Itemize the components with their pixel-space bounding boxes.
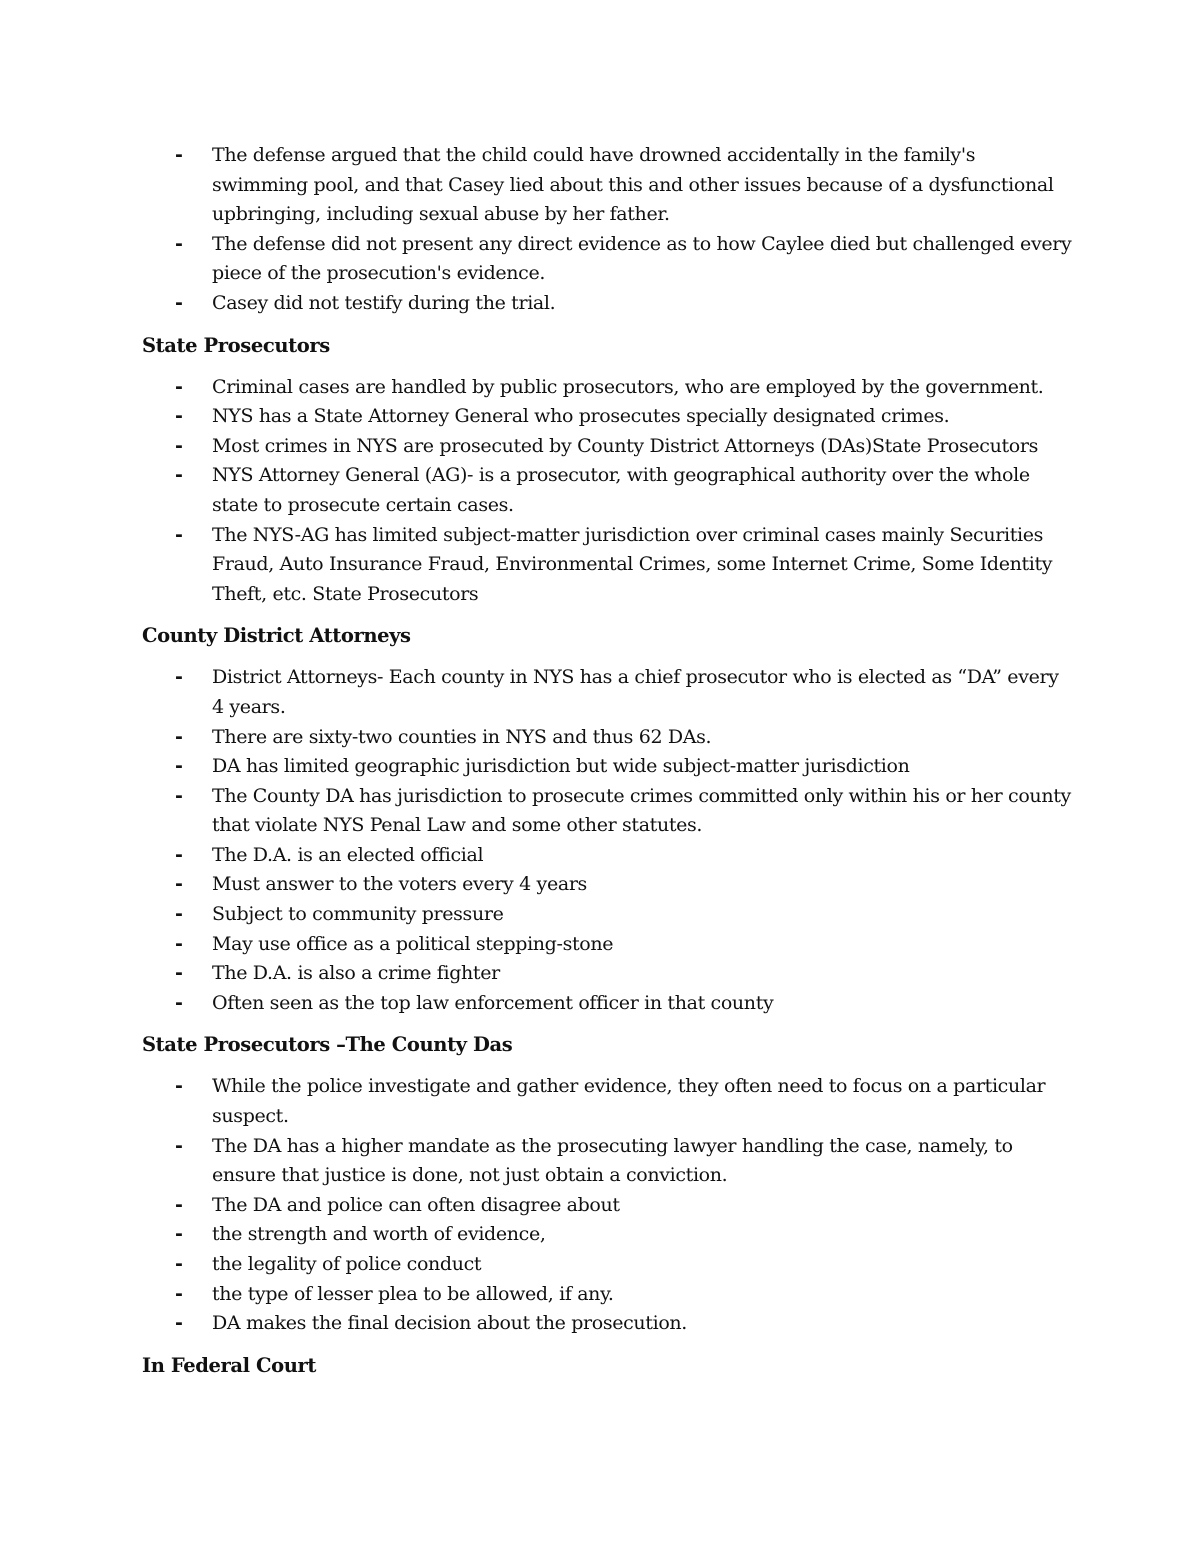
list-item: [142, 1250, 1072, 1280]
list-item-text: District Attorneys- Each county in NYS has a chief prosecutor who is elected as “DA” every 4 years.: [212, 666, 1059, 718]
list-item-text: Most crimes in NYS are prosecuted by County District Attorneys (DAs)State Prosecutors: [212, 434, 1038, 457]
list-item: [142, 230, 1072, 289]
list-item: [142, 900, 1072, 930]
section-heading-federal-court: In Federal Court: [142, 1353, 317, 1377]
list-item: [142, 521, 1072, 610]
list-item-text: the legality of police conduct: [212, 1253, 482, 1275]
list-item-text: May use office as a political stepping-stone: [212, 932, 614, 955]
bullet-dash: -: [175, 1312, 183, 1335]
list-item: [142, 432, 1072, 462]
bullet-dash: -: [175, 144, 183, 166]
bullet-dash: -: [175, 434, 183, 457]
list-item-text: Must answer to the voters every 4 years: [212, 873, 587, 896]
list-item: [142, 373, 1072, 403]
bullet-dash: -: [175, 1223, 183, 1246]
list-item-text: The NYS-AG has limited subject-matter jurisdiction over criminal cases mainly Securities Fraud, Auto Insurance Fraud, Environmental Crimes, some Internet Crime, Some Identity Theft, etc. State Prosecutors: [212, 523, 1053, 605]
document-body: [142, 141, 1072, 1393]
county-district-attorneys-bullet-list: [142, 663, 1072, 1018]
list-item-text: NYS Attorney General (AG)- is a prosecutor, with geographical authority over the whole state to prosecute certain cases.: [212, 464, 1030, 516]
section-heading-county-district-attorneys: County District Attorneys: [142, 624, 411, 648]
bullet-dash: -: [175, 784, 183, 807]
list-item-text: The D.A. is also a crime fighter: [212, 962, 500, 985]
list-item-text: While the police investigate and gather evidence, they often need to focus on a particular suspect.: [212, 1075, 1046, 1128]
list-item: [142, 1191, 1072, 1221]
county-das-bullet-list: [142, 1072, 1072, 1338]
list-item: [142, 782, 1072, 841]
bullet-dash: -: [175, 755, 183, 778]
bullet-dash: -: [175, 725, 183, 748]
section-heading-county-das: State Prosecutors –The County Das: [142, 1033, 513, 1057]
bullet-dash: -: [175, 843, 183, 866]
bullet-dash: -: [175, 291, 183, 314]
list-item-text: The defense argued that the child could have drowned accidentally in the family's swimming pool, and that Casey lied about this and other issues because of a dysfunctional upbringing, including sexual abuse by her father.: [212, 144, 1054, 226]
bullet-dash: -: [175, 873, 183, 896]
bullet-dash: -: [175, 375, 183, 398]
bullet-dash: -: [175, 523, 183, 546]
list-item: [142, 1072, 1072, 1131]
list-item-text: The DA and police can often disagree about: [212, 1193, 620, 1216]
list-item-text: NYS has a State Attorney General who prosecutes specially designated crimes.: [212, 405, 950, 428]
bullet-dash: -: [175, 1075, 183, 1098]
list-item-text: There are sixty-two counties in NYS and thus 62 DAs.: [212, 725, 712, 748]
list-item: [142, 1309, 1072, 1339]
list-item-text: Criminal cases are handled by public prosecutors, who are employed by the government.: [212, 375, 1044, 398]
bullet-dash: -: [175, 991, 183, 1014]
list-item: [142, 1220, 1072, 1250]
list-item: [142, 1132, 1072, 1191]
list-item: [142, 989, 1072, 1019]
list-item: [142, 289, 1072, 319]
list-item: [142, 461, 1072, 520]
list-item-text: The DA has a higher mandate as the prosecuting lawyer handling the case, namely, to ensure that justice is done, not just obtain a conviction.: [212, 1134, 1013, 1187]
bullet-dash: -: [175, 1253, 183, 1275]
list-item: [142, 723, 1072, 753]
list-item-text: The defense did not present any direct evidence as to how Caylee died but challenged every piece of the prosecution's evidence.: [212, 232, 1072, 285]
bullet-dash: -: [175, 666, 183, 689]
list-item: [142, 402, 1072, 432]
section-heading-state-prosecutors: State Prosecutors: [142, 333, 330, 357]
bullet-dash: -: [175, 932, 183, 955]
bullet-dash: -: [175, 464, 183, 487]
bullet-dash: -: [175, 1282, 183, 1305]
bullet-dash: -: [175, 1134, 183, 1157]
list-item-text: DA makes the final decision about the prosecution.: [212, 1312, 687, 1335]
list-item-text: The County DA has jurisdiction to prosecute crimes committed only within his or her county that violate NYS Penal Law and some other statutes.: [212, 784, 1071, 837]
bullet-dash: -: [175, 405, 183, 428]
bullet-dash: -: [175, 962, 183, 985]
list-item: [142, 141, 1072, 230]
list-item: [142, 841, 1072, 871]
intro-bullet-list: [142, 141, 1072, 319]
list-item-text: the strength and worth of evidence,: [212, 1223, 546, 1246]
list-item: [142, 959, 1072, 989]
list-item-text: Often seen as the top law enforcement officer in that county: [212, 991, 774, 1014]
list-item-text: The D.A. is an elected official: [212, 843, 484, 866]
list-item: [142, 930, 1072, 960]
bullet-dash: -: [175, 903, 183, 926]
list-item: [142, 870, 1072, 900]
bullet-dash: -: [175, 232, 183, 255]
list-item: [142, 1280, 1072, 1310]
bullet-dash: -: [175, 1193, 183, 1216]
list-item-text: Casey did not testify during the trial.: [212, 291, 556, 314]
list-item-text: the type of lesser plea to be allowed, if any.: [212, 1282, 614, 1305]
list-item: [142, 663, 1072, 722]
list-item: [142, 752, 1072, 782]
list-item-text: DA has limited geographic jurisdiction but wide subject-matter jurisdiction: [212, 755, 910, 778]
list-item-text: Subject to community pressure: [212, 903, 504, 926]
state-prosecutors-bullet-list: [142, 373, 1072, 610]
